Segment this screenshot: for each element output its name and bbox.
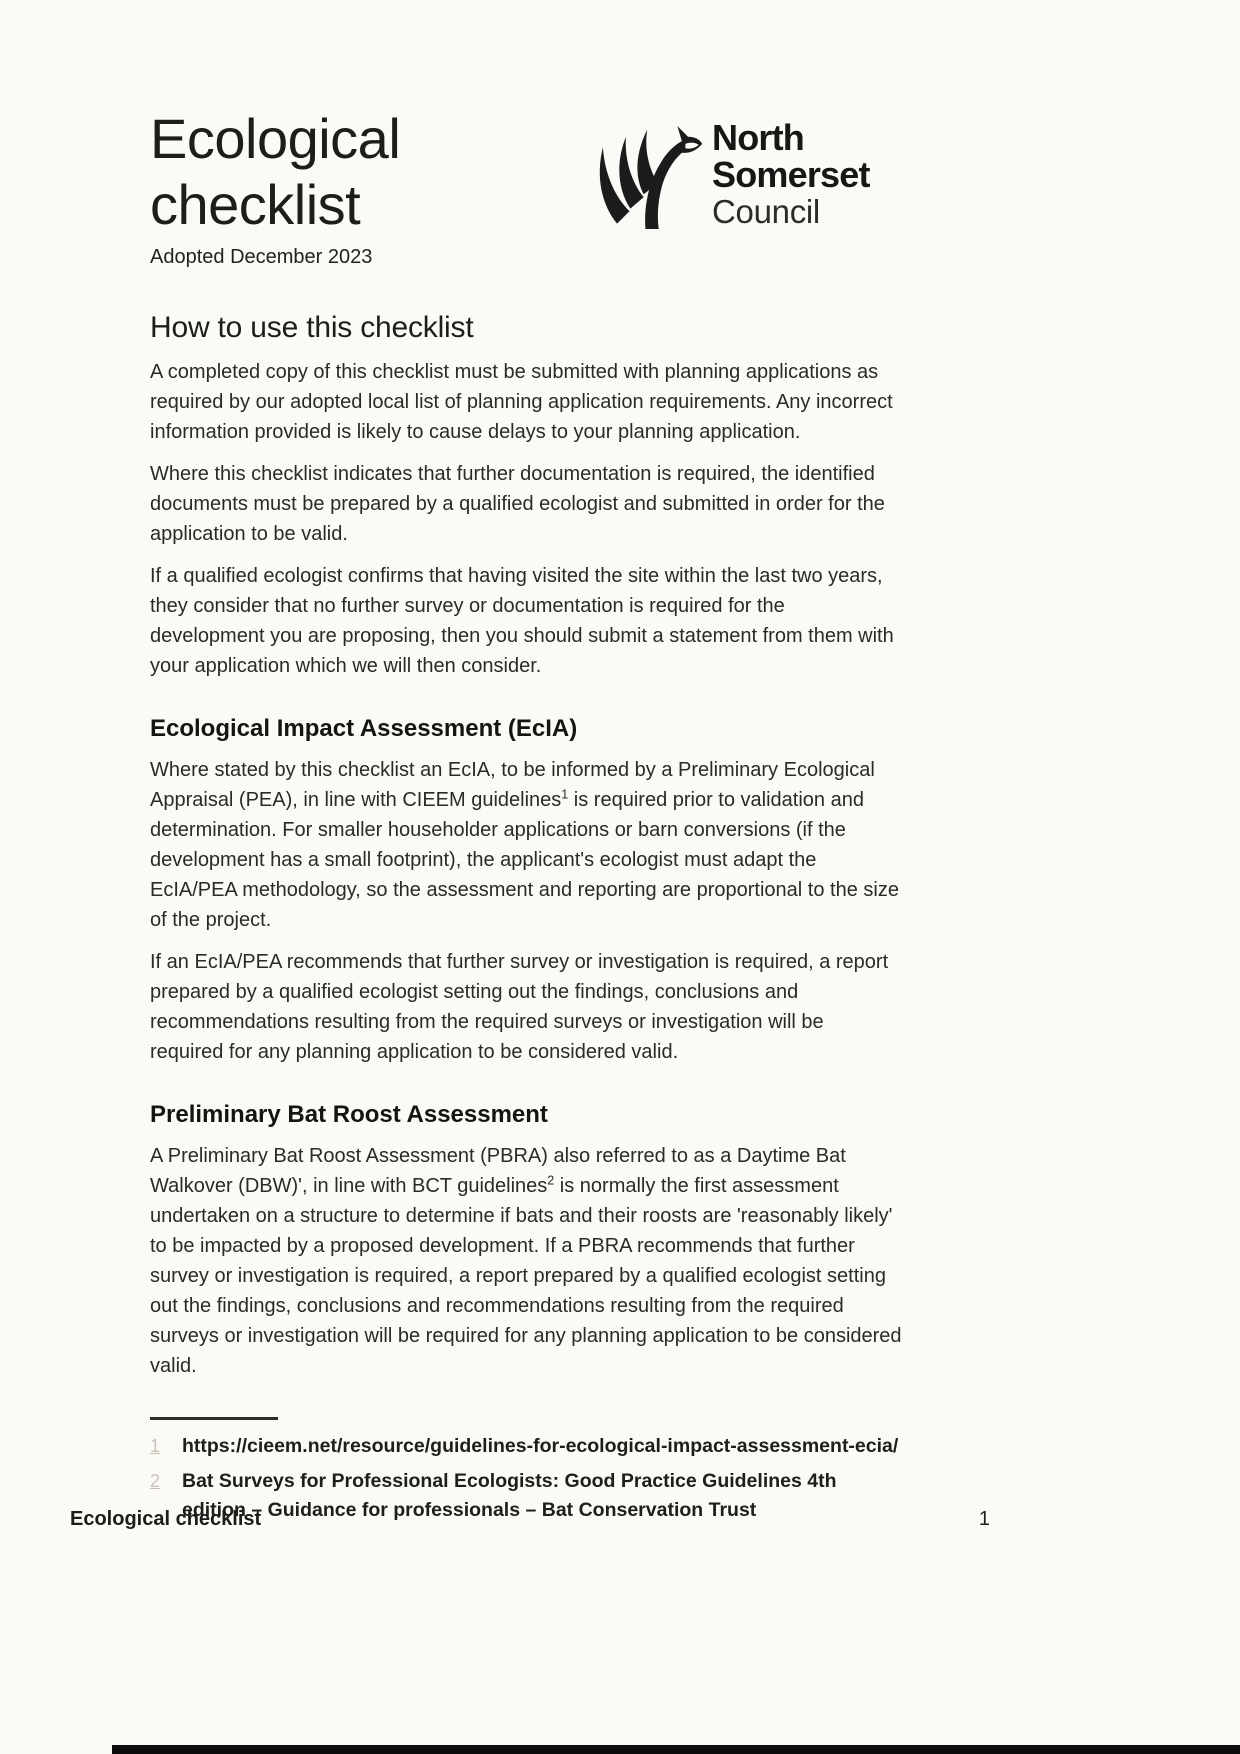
paragraph: A completed copy of this checklist must be submitted with planning applications as required by our adopted local list of planning application requirements. Any incorrect information provided is likely to cause delays to your planning application. xyxy=(150,361,893,443)
section-heading-pbra: Preliminary Bat Roost Assessment xyxy=(150,1101,548,1128)
paragraph: If a qualified ecologist confirms that having visited the site within the last two years, they consider that no further survey or documentation is required for the development you are proposing, then you should submit a statement from them with your application which we will then consider. xyxy=(150,565,894,677)
document-title-line1: Ecological xyxy=(150,107,401,170)
footer-document-title: Ecological checklist xyxy=(70,1508,262,1530)
adopted-date: Adopted December 2023 xyxy=(150,246,373,268)
document-content xyxy=(150,106,902,1525)
footnote-ref-2: 2 xyxy=(547,1173,555,1188)
paragraph-text: is required prior to validation and determination. For smaller householder applications or barn conversions (if the development has a small footprint), the applicant's ecologist must adapt the EcIA/PEA methodology, so the assessment and reporting are proportional to the size of the project. xyxy=(150,789,899,931)
paragraph: Where this checklist indicates that further documentation is required, the identified documents must be prepared by a qualified ecologist and submitted in order for the application to be valid. xyxy=(150,463,885,545)
footnote-text: Bat Surveys for Professional Ecologists: Good Practice Guidelines 4th edition – Guidance for professionals – Bat Conservation Trust xyxy=(182,1470,837,1521)
paragraph xyxy=(150,1141,902,1381)
section-heading-ecia: Ecological Impact Assessment (EcIA) xyxy=(150,715,578,742)
paragraph-text: Where stated by this checklist an EcIA, to be informed by a Preliminary Ecological Appraisal (PEA), in line with CIEEM guidelines xyxy=(150,759,875,811)
footnote-marker: 1 xyxy=(150,1436,161,1456)
page-footer xyxy=(70,1508,990,1531)
logo-line-somerset: Somerset xyxy=(712,153,870,195)
paragraph-text: A Preliminary Bat Roost Assessment (PBRA) also referred to as a Daytime Bat Walkover (DBW)', in line with BCT guidelines xyxy=(150,1145,846,1197)
footnote-ref-1: 1 xyxy=(561,787,569,802)
page-number: 1 xyxy=(978,1508,990,1530)
paragraph: If an EcIA/PEA recommends that further survey or investigation is required, a report prepared by a qualified ecologist setting out the findings, conclusions and recommendations resulting from the required surveys or investigation will be required for any planning application to be considered valid. xyxy=(150,951,889,1063)
footnote-item xyxy=(150,1432,902,1461)
scan-edge-artifact xyxy=(112,1745,1240,1754)
document-title xyxy=(150,106,902,238)
footnote-divider xyxy=(150,1417,278,1420)
footnote-text: https://cieem.net/resource/guidelines-for-ecological-impact-assessment-ecia/ xyxy=(182,1435,899,1457)
document-title-line2: checklist xyxy=(150,173,361,236)
logo-line-north: North xyxy=(712,116,804,158)
paragraph xyxy=(150,755,902,935)
paragraph-text: is normally the first assessment undertaken on a structure to determine if bats and their roosts are 'reasonably likely' to be impacted by a proposed development. If a PBRA recommends that further survey or investigation is required, a report prepared by a qualified ecologist setting out the findings, conclusions and recommendations resulting from the required surveys or investigation will be required for any planning application to be considered valid. xyxy=(150,1175,902,1377)
section-heading-how-to-use: How to use this checklist xyxy=(150,311,474,344)
footnote-marker: 2 xyxy=(150,1471,161,1491)
logo-line-council: Council xyxy=(712,192,820,230)
